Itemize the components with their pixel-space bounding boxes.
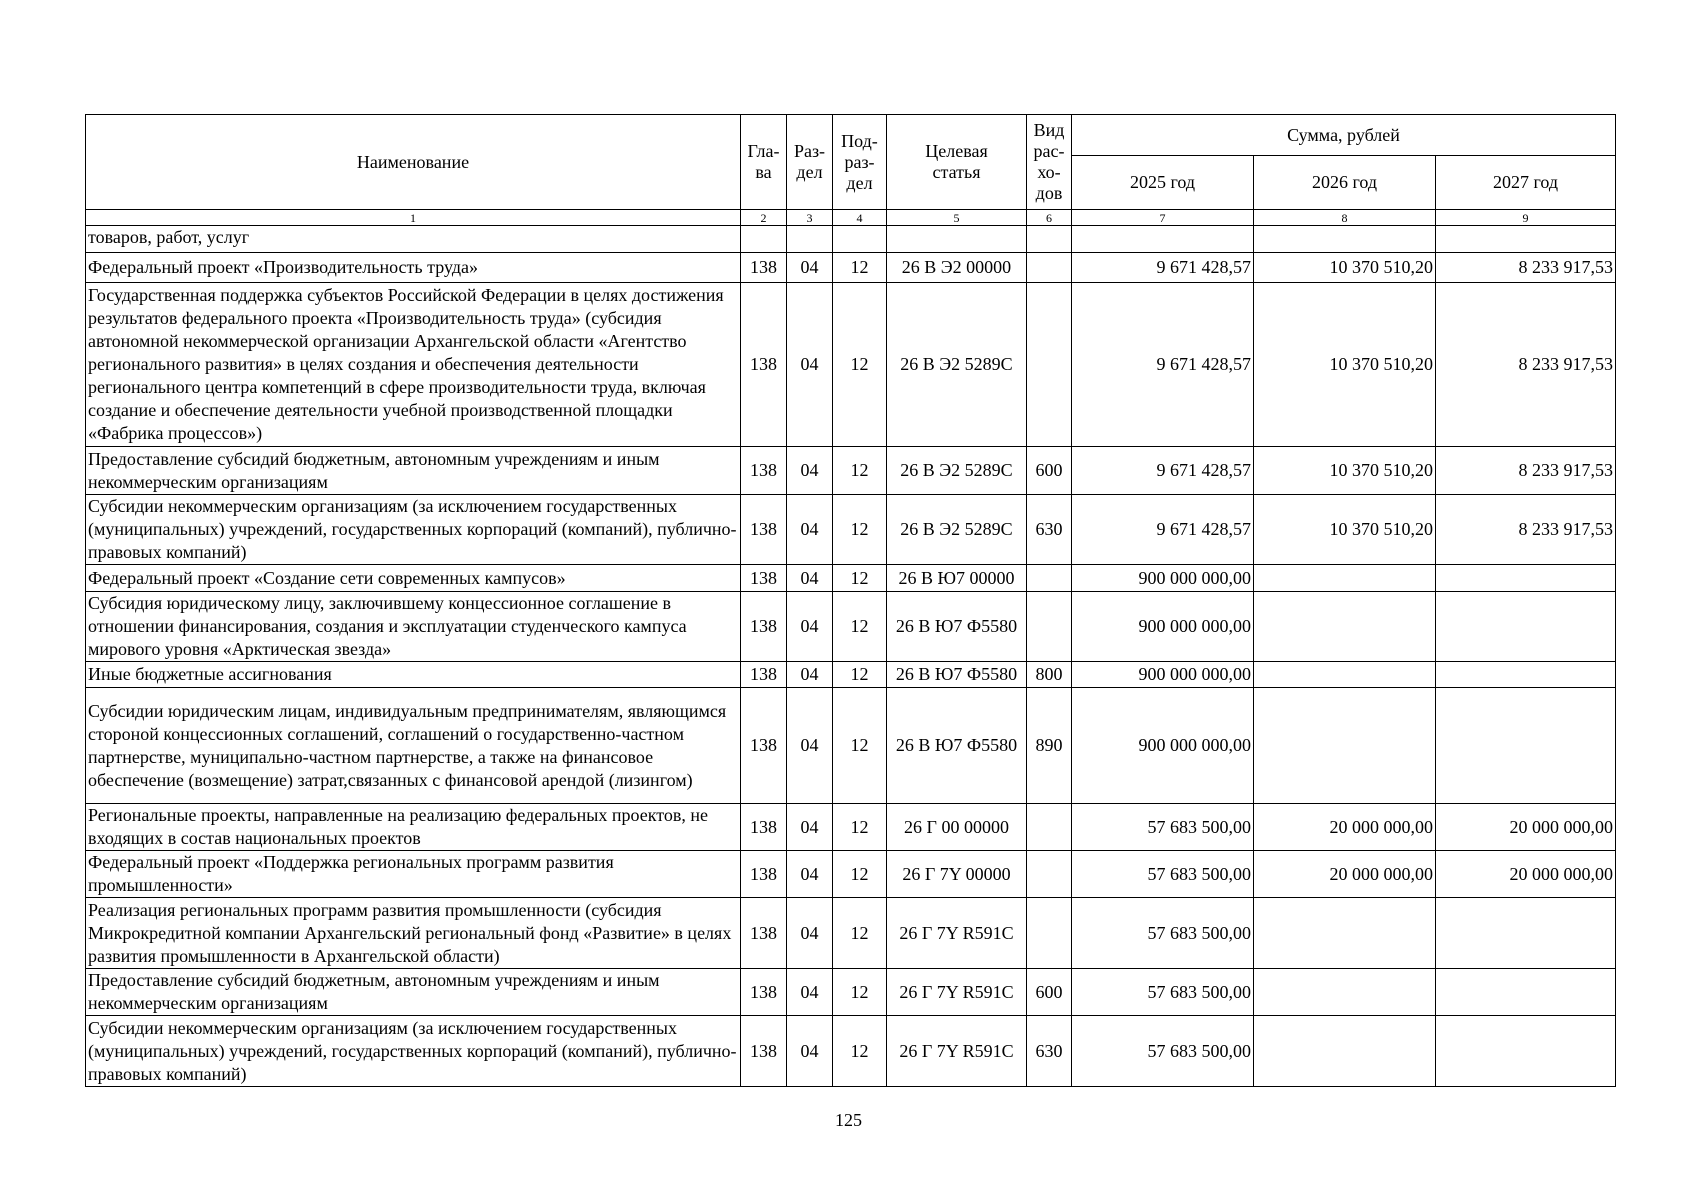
row-razdel: 04 [787,662,833,688]
row-tselevaya-statya: 26 В Э2 5289С [887,495,1027,565]
row-amount-2027 [1436,969,1616,1016]
row-glava: 138 [741,969,787,1016]
table-row [86,253,1616,283]
table-row [86,969,1616,1016]
row-glava [741,226,787,253]
row-vid-raskhodov [1027,253,1072,283]
row-amount-2025: 57 683 500,00 [1072,898,1254,969]
table-row [86,662,1616,688]
table-row [86,592,1616,662]
row-name: Субсидии юридическим лицам, индивидуальным предпринимателям, являющимся стороной концессионных соглашений, соглашений о государственно-частном партнерстве, муниципально-частном партнерстве, а также на финансовое обеспечение (возмещение) затрат,связанных с финансовой арендой (лизингом) [86,688,741,804]
row-glava: 138 [741,283,787,447]
header-vid-raskhodov: Вид рас- хо- дов [1027,115,1072,210]
row-amount-2026 [1254,898,1436,969]
row-vid-raskhodov [1027,283,1072,447]
row-podrazdel: 12 [833,592,887,662]
row-razdel: 04 [787,447,833,495]
header-year-2025: 2025 год [1072,156,1254,210]
column-numbers-row [86,210,1616,226]
header-name: Наименование [86,115,741,210]
budget-table [85,114,1616,1087]
row-amount-2025: 57 683 500,00 [1072,1016,1254,1087]
header-year-2027: 2027 год [1436,156,1616,210]
row-amount-2025 [1072,226,1254,253]
row-amount-2025: 57 683 500,00 [1072,851,1254,898]
column-number: 3 [787,210,833,226]
row-amount-2025: 57 683 500,00 [1072,804,1254,851]
row-name: Субсидия юридическому лицу, заключившему концессионное соглашение в отношении финансирования, создания и эксплуатации студенческого кампуса мирового уровня «Арктическая звезда» [86,592,741,662]
row-tselevaya-statya: 26 В Ю7 00000 [887,565,1027,592]
table-row [86,688,1616,804]
row-glava: 138 [741,592,787,662]
row-vid-raskhodov: 600 [1027,447,1072,495]
row-amount-2026 [1254,592,1436,662]
page-number: 125 [835,1110,862,1130]
row-amount-2026: 10 370 510,20 [1254,253,1436,283]
row-name: Федеральный проект «Поддержка региональных программ развития промышленности» [86,851,741,898]
row-amount-2025: 900 000 000,00 [1072,565,1254,592]
row-glava: 138 [741,804,787,851]
row-amount-2025: 900 000 000,00 [1072,592,1254,662]
column-number: 7 [1072,210,1254,226]
row-podrazdel [833,226,887,253]
column-number: 6 [1027,210,1072,226]
row-amount-2026 [1254,1016,1436,1087]
row-glava: 138 [741,1016,787,1087]
row-podrazdel: 12 [833,898,887,969]
table-row [86,283,1616,447]
row-tselevaya-statya: 26 Г 7Y R591С [887,1016,1027,1087]
row-tselevaya-statya: 26 В Э2 5289С [887,283,1027,447]
row-name: Федеральный проект «Создание сети современных кампусов» [86,565,741,592]
row-vid-raskhodov: 600 [1027,969,1072,1016]
row-tselevaya-statya: 26 В Ю7 Ф5580 [887,592,1027,662]
header-podrazdel: Под- раз- дел [833,115,887,210]
row-podrazdel: 12 [833,447,887,495]
row-razdel: 04 [787,1016,833,1087]
row-podrazdel: 12 [833,851,887,898]
row-amount-2025: 9 671 428,57 [1072,283,1254,447]
row-vid-raskhodov: 800 [1027,662,1072,688]
row-amount-2025: 900 000 000,00 [1072,662,1254,688]
row-name: Региональные проекты, направленные на реализацию федеральных проектов, не входящих в состав национальных проектов [86,804,741,851]
row-vid-raskhodov [1027,565,1072,592]
row-amount-2027 [1436,226,1616,253]
row-podrazdel: 12 [833,253,887,283]
row-tselevaya-statya: 26 Г 00 00000 [887,804,1027,851]
row-amount-2025: 57 683 500,00 [1072,969,1254,1016]
row-name: Субсидии некоммерческим организациям (за исключением государственных (муниципальных) учреждений, государственных корпораций (компаний), публично-правовых компаний) [86,1016,741,1087]
row-glava: 138 [741,495,787,565]
row-vid-raskhodov [1027,592,1072,662]
row-amount-2025: 900 000 000,00 [1072,688,1254,804]
row-amount-2027: 20 000 000,00 [1436,804,1616,851]
row-podrazdel: 12 [833,969,887,1016]
row-vid-raskhodov [1027,851,1072,898]
row-glava: 138 [741,851,787,898]
row-podrazdel: 12 [833,565,887,592]
row-razdel: 04 [787,283,833,447]
row-tselevaya-statya: 26 В Ю7 Ф5580 [887,662,1027,688]
row-podrazdel: 12 [833,662,887,688]
row-razdel: 04 [787,592,833,662]
row-name: Федеральный проект «Производительность труда» [86,253,741,283]
row-amount-2026 [1254,688,1436,804]
row-name: Предоставление субсидий бюджетным, автономным учреждениям и иным некоммерческим организациям [86,969,741,1016]
row-glava: 138 [741,565,787,592]
row-amount-2027: 8 233 917,53 [1436,495,1616,565]
header-summa: Сумма, рублей [1072,115,1616,156]
row-amount-2026 [1254,662,1436,688]
table-row [86,804,1616,851]
row-amount-2027 [1436,592,1616,662]
row-podrazdel: 12 [833,1016,887,1087]
row-amount-2027: 20 000 000,00 [1436,851,1616,898]
row-podrazdel: 12 [833,688,887,804]
row-amount-2027 [1436,688,1616,804]
row-glava: 138 [741,898,787,969]
table-row [86,495,1616,565]
row-razdel: 04 [787,969,833,1016]
table-body [86,226,1616,1087]
table-row [86,851,1616,898]
row-amount-2026 [1254,226,1436,253]
table-row [86,226,1616,253]
row-razdel: 04 [787,495,833,565]
row-tselevaya-statya [887,226,1027,253]
row-podrazdel: 12 [833,495,887,565]
header-razdel: Раз- дел [787,115,833,210]
row-vid-raskhodov [1027,898,1072,969]
row-tselevaya-statya: 26 Г 7Y 00000 [887,851,1027,898]
row-vid-raskhodov: 890 [1027,688,1072,804]
row-amount-2027: 8 233 917,53 [1436,447,1616,495]
row-amount-2027 [1436,1016,1616,1087]
row-amount-2026: 10 370 510,20 [1254,447,1436,495]
row-razdel [787,226,833,253]
row-tselevaya-statya: 26 В Э2 5289С [887,447,1027,495]
table-row [86,447,1616,495]
row-amount-2026: 20 000 000,00 [1254,851,1436,898]
row-razdel: 04 [787,804,833,851]
row-glava: 138 [741,447,787,495]
row-razdel: 04 [787,565,833,592]
header-glava: Гла- ва [741,115,787,210]
row-razdel: 04 [787,253,833,283]
row-amount-2027: 8 233 917,53 [1436,283,1616,447]
row-vid-raskhodov: 630 [1027,495,1072,565]
column-number: 2 [741,210,787,226]
row-razdel: 04 [787,688,833,804]
row-amount-2027: 8 233 917,53 [1436,253,1616,283]
row-podrazdel: 12 [833,283,887,447]
row-amount-2027 [1436,662,1616,688]
column-number: 1 [86,210,741,226]
row-tselevaya-statya: 26 Г 7Y R591С [887,898,1027,969]
row-glava: 138 [741,662,787,688]
row-amount-2026: 10 370 510,20 [1254,495,1436,565]
row-amount-2026 [1254,565,1436,592]
row-amount-2025: 9 671 428,57 [1072,253,1254,283]
row-razdel: 04 [787,851,833,898]
row-amount-2026 [1254,969,1436,1016]
header-tselevaya-statya: Целевая статья [887,115,1027,210]
column-number: 5 [887,210,1027,226]
row-tselevaya-statya: 26 В Ю7 Ф5580 [887,688,1027,804]
row-name: Реализация региональных программ развития промышленности (субсидия Микрокредитной компании Архангельский региональный фонд «Развитие» в целях развития промышленности в Архангельской области) [86,898,741,969]
row-amount-2027 [1436,898,1616,969]
row-razdel: 04 [787,898,833,969]
row-amount-2025: 9 671 428,57 [1072,495,1254,565]
table-row [86,1016,1616,1087]
table-row [86,565,1616,592]
row-tselevaya-statya: 26 В Э2 00000 [887,253,1027,283]
row-amount-2026: 20 000 000,00 [1254,804,1436,851]
column-number: 9 [1436,210,1616,226]
row-name: товаров, работ, услуг [86,226,741,253]
row-name: Иные бюджетные ассигнования [86,662,741,688]
row-vid-raskhodov [1027,226,1072,253]
table-row [86,898,1616,969]
row-tselevaya-statya: 26 Г 7Y R591С [887,969,1027,1016]
row-amount-2027 [1436,565,1616,592]
row-vid-raskhodov: 630 [1027,1016,1072,1087]
column-number: 4 [833,210,887,226]
row-glava: 138 [741,688,787,804]
row-amount-2025: 9 671 428,57 [1072,447,1254,495]
column-number: 8 [1254,210,1436,226]
row-amount-2026: 10 370 510,20 [1254,283,1436,447]
row-podrazdel: 12 [833,804,887,851]
row-name: Государственная поддержка субъектов Российской Федерации в целях достижения результатов федерального проекта «Производительность труда» (субсидия автономной некоммерческой организации Архангельской области «Агентство регионального развития» в целях создания и обеспечения деятельности регионального центра компетенций в сфере производительности труда, включая создание и обеспечение деятельности учебной производственной площадки «Фабрика процессов») [86,283,741,447]
row-glava: 138 [741,253,787,283]
header-year-2026: 2026 год [1254,156,1436,210]
row-name: Субсидии некоммерческим организациям (за исключением государственных (муниципальных) учреждений, государственных корпораций (компаний), публично-правовых компаний) [86,495,741,565]
row-name: Предоставление субсидий бюджетным, автономным учреждениям и иным некоммерческим организациям [86,447,741,495]
row-vid-raskhodov [1027,804,1072,851]
